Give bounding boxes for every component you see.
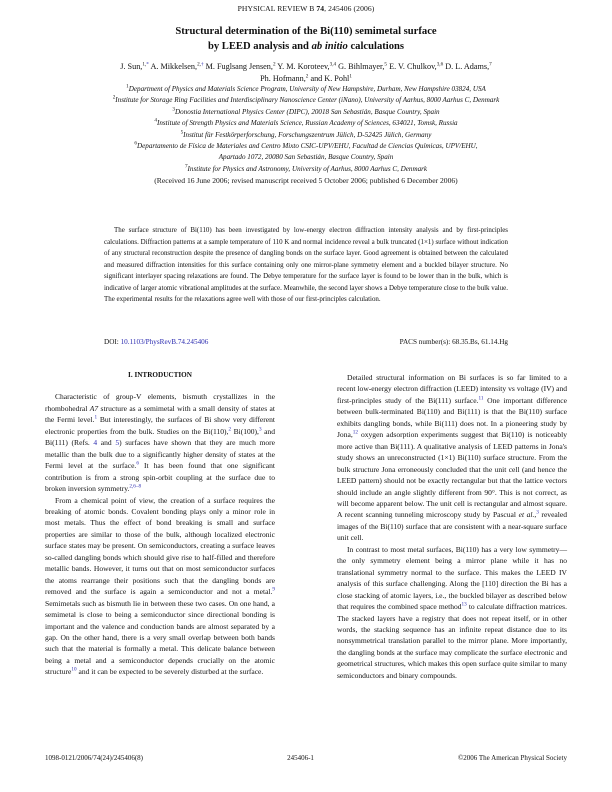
reference-link[interactable]: 5 <box>115 438 120 448</box>
affiliation: $^6$Departamento de Física de Materiales and Centro Mixto CSIC-UPV/EHU, Facultad de Ciencias Químicas, UPV/EHU, <box>134 140 478 151</box>
author: and K. Pohl$^1$ <box>310 72 352 83</box>
citation-link[interactable]: 12 <box>352 429 358 436</box>
affiliation: $^1$Department of Physics and Materials Science Program, University of New Hampshire, Durham, New Hampshire 03824, USA <box>126 83 486 93</box>
article-number: , 245406 (2006) <box>324 4 375 13</box>
author-affiliation-mark: 1 <box>349 72 352 79</box>
author: D. L. Adams,$^7$ <box>445 61 492 71</box>
author-affiliation-mark: 7 <box>489 61 492 68</box>
paragraph: In contrast to most metal surfaces, Bi(110) has a very low symmetry—the only symmetry element being a mirror plane while it has no translational symmetry normal to the surface. This makes the LEED IV analysis of this surface challenging. Along the [110] direction the Bi has a close stacking of atomic layers, i.e., the buckled bilayer as described below that requires the combined space method$^{13}$ to calculate diffraction matrices. The stacked layers have a registry that does not repeat itself, or in other words, the stacking sequence has an infinite repeat distance due to its nonsymmetrical translation parallel to the mirror plane. More importantly, the dangling bonds at the surface may complicate the surface electronic and geometrical structures, which makes this open surface quite similar to many semiconductors and binary compounds. <box>337 544 567 680</box>
pacs-numbers: PACS number(s): 68.35.Bs, 61.14.Hg <box>399 338 508 346</box>
citation-link[interactable]: 3 <box>536 509 539 516</box>
right-column <box>337 372 567 681</box>
doi: DOI: 10.1103/PhysRevB.74.245406 <box>104 338 209 346</box>
citation-link[interactable]: 10 <box>71 666 77 673</box>
issn-code: 1098-0121/2006/74(24)/245406(8) <box>45 754 143 762</box>
author-list <box>30 61 582 84</box>
author: J. Sun,$^{1,*}$ <box>120 61 149 71</box>
title-line-1: Structural determination of the Bi(110) semimetal surface <box>175 26 437 37</box>
section-heading: I. INTRODUCTION <box>128 371 192 379</box>
paragraph: From a chemical point of view, the creation of a surface requires the breaking of atomic bonds. Covalent bonding plays only a minor role in most metals. Thus the effect of bond breaking is small and surface properties are similar to those of the bulk, although localized electronic surface states may be present. On semiconductors, creating a surface leaves so-called dangling bonds which should give rise to half-filled and therefore metallic bands. However, it turns out that on most semiconductor surfaces the atoms rearrange their positions such that the dangling bonds are removed and the surface is again a semiconductor and not a metal.$^9$ Semimetals such as bismuth lie in between these two cases. On one hand, a semimetal is close to being a semiconductor since directional bonding is important and the valence and conduction bands are almost separated by a gap. On the other hand, there is a very small overlap between both bands such that the material is formally a metal. This delicate balance between being a metal and a semiconductor depends crucially on the atomic structure$^{10}$ and it can be expected to be severely disturbed at the surface. <box>45 495 275 677</box>
abstract: The surface structure of Bi(110) has been investigated by low-energy electron diffraction intensity analysis and by first-principles calculations. Diffraction patterns at a sample temperature of 110 K and normal incidence reveal a bulk truncated (1×1) surface without indication of any structural reconstruction despite the presence of dangling bonds on the surface layer. Good agreement is obtained between the calculated and measured diffraction intensities for this surface containing only one mirror-plane symmetry element and a buckled bilayer structure. No significant interlayer spacing relaxations are found. The Debye temperature for the surface layer is found to be lower than in the bulk, which is indicative of larger atomic vibrational amplitudes at the surface. Meanwhile, the second layer shows a Debye temperature close to the bulk value. The experimental results for the relaxations agree well with those of our first-principles calculation. <box>104 226 508 303</box>
doi-link[interactable]: 10.1103/PhysRevB.74.245406 <box>120 338 209 346</box>
left-column <box>45 370 275 678</box>
affiliation: $^2$Institute for Storage Ring Facilities and Interdisciplinary Nanoscience Center (iNano), University of Aarhus, 8000 Aarhus C, Denmark <box>112 95 500 105</box>
author-affiliation-mark: 3,4 <box>329 61 337 68</box>
journal-name: PHYSICAL REVIEW B <box>237 4 315 13</box>
reference-link[interactable]: 4 <box>93 438 98 448</box>
citation-link[interactable]: 1 <box>94 414 98 421</box>
author-affiliation-mark: 2 <box>305 72 309 79</box>
citation-link[interactable]: 13 <box>461 601 467 608</box>
received-dates: (Received 16 June 2006; revised manuscript received 5 October 2006; published 6 December 2006) <box>154 176 458 186</box>
author-affiliation-mark: 2 <box>272 61 276 68</box>
author: Y. M. Koroteev,$^{3,4}$ <box>277 61 337 71</box>
affiliation-list <box>20 84 592 187</box>
title-line-2: by LEED analysis and ab initio calculations <box>207 41 405 52</box>
citation-link[interactable]: 9 <box>272 586 275 593</box>
affiliation: $^7$Institute for Physics and Astronomy, University of Aarhus, 8000 Aarhus C, Denmark <box>184 163 428 173</box>
author: Ph. Hofmann,$^2$ <box>260 72 309 83</box>
author: A. Mikkelsen,$^{2,\dagger}$ <box>150 61 204 71</box>
affiliation: $^3$Donostia International Physics Center (DIPC), 20018 San Sebastián, Basque Country, Spain <box>172 106 440 116</box>
author-affiliation-mark: 5 <box>384 61 388 68</box>
affiliation: $^4$Institute of Strength Physics and Materials Science, Russian Academy of Sciences, 634021, Tomsk, Russia <box>154 117 458 128</box>
author: E. V. Chulkov,$^{3,6}$ <box>389 61 444 71</box>
author-affiliation-mark: 3,6 <box>436 61 444 68</box>
page-footer <box>45 754 567 762</box>
copyright: ©2006 The American Physical Society <box>457 754 567 762</box>
citation-link[interactable]: 11 <box>478 395 484 402</box>
affiliation: Apartado 1072, 20080 San Sebastián, Basque Country, Spain <box>218 153 394 162</box>
paragraph: Characteristic of group-V elements, bismuth crystallizes in the rhombohedral A7 structure as a semimetal with a small density of states at the Fermi level.$^1$ But interestingly, the surfaces of Bi show very different electronic properties from the bulk. Studies on the Bi(110),$^2$ Bi(100),$^3$ and Bi(111) (Refs. 4 and 5) surfaces have shown that they are much more metallic than the bulk due to a significantly higher density of states at the Fermi level at the surface.$^6$ It has been found that one significant contribution is from a strong spin-orbit coupling at the surface due to broken inversion symmetry.$^{2,6-8}$ <box>45 392 276 494</box>
author: G. Bihlmayer,$^5$ <box>338 61 388 71</box>
paragraph: Detailed structural information on Bi surfaces is so far limited to a recent low-energy electron diffraction (LEED) intensity vs voltage (IV) and first-principles study of the Bi(111) surface.$^{11}$ One important difference between bulk-terminated Bi(110) and Bi(111) is that the Bi(110) surface exhibits dangling bonds, while Bi(111) does not. In a pioneering study by Jona,$^{12}$ oxygen adsorption experiments suggest that Bi(110) is noticeably more active than Bi(111). A qualitative analysis of LEED patterns in Jona's study shows an unreconstructed (1×1) Bi(110) surface structure. From the bulk structure Jona erroneously concluded that the unit cell (and hence the LEED pattern) should not be exactly rectangular but that the lattice vectors should include an angle slightly different from 90°. This is not correct, as will become apparent below. The unit cell is rectangular and almost square. A recent scanning tunneling microscopy study by Pascual et al.,$^3$ revealed images of the Bi(110) surface that are consistent with a near-square surface unit cell. <box>337 373 567 543</box>
citation-link[interactable]: 2,6–8 <box>129 483 142 490</box>
journal-volume: 74 <box>316 4 325 13</box>
page-number: 245406-1 <box>287 754 314 762</box>
running-head <box>0 4 612 13</box>
citation-link[interactable]: 2 <box>228 426 232 433</box>
citation-link[interactable]: 3 <box>258 426 262 433</box>
title-italic: ab initio <box>311 41 348 52</box>
author-affiliation-mark[interactable]: 1,* <box>142 61 149 68</box>
affiliation: $^5$Institut für Festkörperforschung, Forschungszentrum Jülich, D-52425 Jülich, Germany <box>180 129 432 139</box>
author-affiliation-mark[interactable]: 2,† <box>197 61 204 68</box>
author: M. Fuglsang Jensen,$^2$ <box>205 61 276 71</box>
paper-title <box>0 24 612 54</box>
citation-link[interactable]: 6 <box>136 460 139 467</box>
doi-pacs-row <box>104 338 508 346</box>
